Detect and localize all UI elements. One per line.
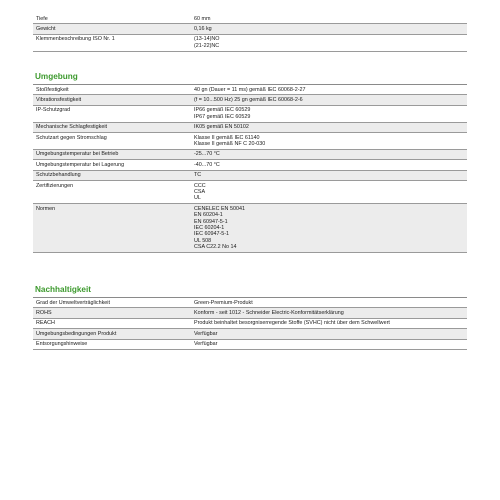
spec-row [33, 133, 467, 150]
spec-row [33, 24, 467, 34]
spec-label: Vibrationsfestigkeit [36, 96, 82, 103]
spec-value [193, 319, 467, 328]
spec-table-general [33, 14, 467, 52]
spec-value-line: Klasse II gemäß NF C 20-030 [194, 140, 266, 147]
spec-value-line: CSA C22.2 No 14 [194, 244, 237, 251]
spec-label: Umgebungstemperatur bei Lagerung [36, 161, 125, 168]
spec-row [33, 319, 467, 329]
spec-label: Klemmenbeschreibung ISO Nr. 1 [36, 36, 115, 43]
spec-value-line: Klasse II gemäß IEC 61140 [194, 134, 260, 141]
spec-value-line: 0,16 kg [194, 25, 212, 32]
spec-row [33, 160, 467, 170]
spec-value [193, 181, 467, 203]
spec-value-line: IP67 gemäß IEC 60529 [194, 113, 251, 120]
spec-row [33, 340, 467, 350]
spec-value-line: IEC 60204-1 [194, 225, 225, 231]
spec-value [193, 95, 467, 104]
spec-value-line: UL [194, 195, 201, 202]
spec-value-line: CSA [194, 188, 206, 195]
spec-value [193, 340, 467, 349]
spec-label: Schutzbehandlung [36, 172, 81, 179]
spec-value-line: 60 mm [194, 15, 211, 22]
spec-value [193, 24, 467, 33]
spec-value-line: UL 508 [194, 237, 212, 244]
spec-value [193, 298, 467, 307]
spec-label: Tiefe [36, 15, 48, 22]
spec-value [193, 35, 467, 51]
spec-row [33, 308, 467, 318]
spec-value-line: Green-Premium-Produkt [194, 299, 253, 306]
spec-label: Mechanische Schlagfestigkeit [36, 124, 108, 131]
section-heading-umgebung: Umgebung [35, 72, 78, 81]
spec-value [193, 85, 467, 94]
spec-value-line: Verfügbar [194, 330, 218, 337]
spec-value [193, 160, 467, 169]
spec-row [33, 298, 467, 308]
spec-value-line: Produkt beinhaltet besorgniserregende Stoffe (SVHC) nicht über dem Schwellwert [194, 320, 390, 327]
spec-row [33, 14, 467, 24]
spec-label: ROHS [36, 309, 52, 316]
spec-value [193, 204, 467, 252]
spec-label: Stoßfestigkeit [36, 86, 69, 93]
spec-value [193, 308, 467, 317]
spec-value-line: Konform - seit 1012 - Schneider Electric-Konformitätserklärung [194, 309, 344, 316]
spec-value-line: Verfügbar [194, 341, 218, 348]
spec-value-line: TC [194, 172, 202, 179]
spec-value [193, 14, 467, 23]
spec-value-line: -25...70 °C [194, 151, 220, 158]
spec-value-line: IEC 60947-5-1 [194, 231, 230, 238]
spec-value [193, 123, 467, 132]
spec-row [33, 106, 467, 123]
spec-row [33, 35, 467, 52]
spec-label: Grad der Umweltverträglichkeit [36, 299, 110, 306]
spec-value [193, 150, 467, 159]
spec-label: Zertifizierungen [36, 182, 74, 189]
spec-row [33, 204, 467, 253]
spec-value-line: CCC [194, 182, 206, 189]
spec-value-line: 40 gn (Dauer = 11 ms) gemäß IEC 60068-2-27 [194, 86, 306, 93]
spec-value-line: EN 60947-5-1 [194, 218, 228, 225]
spec-value-line: -40...70 °C [194, 161, 220, 168]
spec-label: REACH [36, 320, 55, 327]
spec-label: Schutzart gegen Stromschlag [36, 134, 107, 141]
spec-table-nachhaltigkeit [33, 298, 467, 350]
spec-value-line: CENELEC EN 50041 [194, 205, 245, 212]
spec-value-line: (f = 10...500 Hz) 25 gn gemäß IEC 60068-2-6 [194, 96, 303, 103]
spec-value [193, 329, 467, 338]
spec-value-line: EN 60204-1 [194, 212, 223, 219]
spec-value-line: (13-14)NO [194, 36, 220, 43]
spec-table-umgebung [33, 85, 467, 253]
section-heading-nachhaltigkeit: Nachhaltigkeit [35, 285, 91, 294]
spec-row [33, 85, 467, 95]
spec-row [33, 150, 467, 160]
spec-value-line: (21-22)NC [194, 42, 220, 49]
spec-row [33, 123, 467, 133]
spec-value [193, 106, 467, 122]
spec-label: Entsorgungshinweise [36, 341, 88, 348]
spec-value [193, 171, 467, 180]
spec-row [33, 171, 467, 181]
spec-row [33, 329, 467, 339]
spec-label: Umgebungsbedingungen Produkt [36, 330, 117, 337]
spec-value-line: IP66 gemäß IEC 60529 [194, 107, 251, 114]
spec-label: Gewicht [36, 25, 56, 32]
spec-label: Normen [36, 205, 56, 212]
spec-row [33, 181, 467, 204]
spec-row [33, 95, 467, 105]
spec-label: IP-Schutzgrad [36, 107, 71, 114]
spec-label: Umgebungstemperatur bei Betrieb [36, 151, 119, 158]
spec-value [193, 133, 467, 149]
spec-value-line: IK05 gemäß EN 50102 [194, 124, 249, 131]
